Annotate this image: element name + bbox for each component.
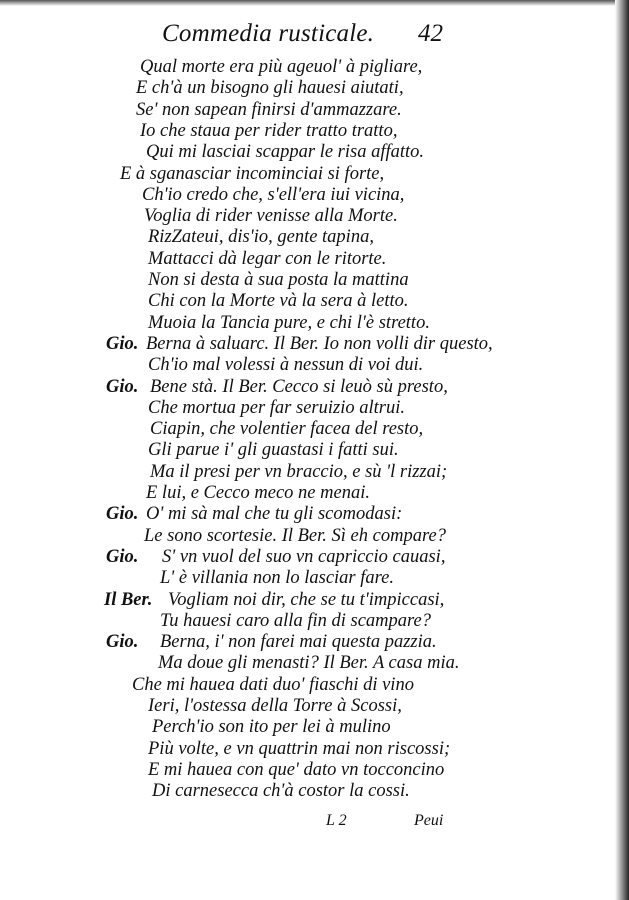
running-title: Commedia rusticale. bbox=[162, 20, 375, 47]
verse-line: Berna à saluarc. Il Ber. Io non volli dir questo, bbox=[146, 334, 493, 354]
verse-line: E lui, e Cecco meco ne menai. bbox=[146, 483, 370, 503]
catchword: Peui bbox=[414, 812, 444, 829]
verse-line: O' mi sà mal che tu gli scomodasi: bbox=[146, 504, 403, 524]
signature-mark: L 2 bbox=[326, 812, 347, 829]
verse-line: Berna, i' non farei mai questa pazzia. bbox=[160, 632, 437, 652]
speaker-label: Gio. bbox=[106, 547, 139, 567]
verse-line: Di carnesecca ch'à costor la cossi. bbox=[152, 781, 410, 801]
speaker-label: Gio. bbox=[106, 504, 139, 524]
verse-line: Bene stà. Il Ber. Cecco si leuò sù presto, bbox=[150, 377, 448, 397]
verse-line: Muoia la Tancia pure, e chi l'è stretto. bbox=[148, 313, 430, 333]
verse-line: Ciapin, che volentier facea del resto, bbox=[150, 419, 424, 439]
verse-line: Le sono scortesie. Il Ber. Sì eh compare? bbox=[144, 526, 446, 546]
verse-line: Che mortua per far seruizio altrui. bbox=[148, 398, 405, 418]
verse-line: E ch'à un bisogno gli hauesi aiutati, bbox=[136, 78, 404, 98]
verse-line: Ma il presi per vn braccio, e sù 'l rizzai; bbox=[150, 462, 448, 482]
verse-line: Che mi hauea dati duo' fiaschi di vino bbox=[132, 675, 414, 695]
verse-line: Chi con la Morte và la sera à letto. bbox=[148, 291, 409, 311]
verse-line: Se' non sapean finirsi d'ammazzare. bbox=[136, 100, 402, 120]
verse-line: Ieri, l'ostessa della Torre à Scossi, bbox=[148, 696, 402, 716]
verse-line: E à sganasciar incominciai si forte, bbox=[120, 164, 385, 184]
verse-line: RizZateui, dis'io, gente tapina, bbox=[148, 227, 374, 247]
verse-line: Più volte, e vn quattrin mai non riscossi; bbox=[148, 739, 451, 759]
verse-line: Ch'io mal volessi à nessun di voi dui. bbox=[148, 355, 424, 375]
verse-line: Ma doue gli menasti? Il Ber. A casa mia. bbox=[158, 653, 460, 673]
speaker-label: Gio. bbox=[106, 334, 139, 354]
speaker-label: Gio. bbox=[106, 632, 139, 652]
verse-line: L' è villania non lo lasciar fare. bbox=[160, 568, 394, 588]
verse-line: Ch'io credo che, s'ell'era iui vicina, bbox=[142, 185, 405, 205]
page-top-shadow bbox=[0, 0, 629, 6]
verse-line: Mattacci dà legar con le ritorte. bbox=[148, 249, 387, 269]
verse-line: S' vn vuol del suo vn capriccio cauasi, bbox=[162, 547, 446, 567]
verse-line: Voglia di rider venisse alla Morte. bbox=[144, 206, 398, 226]
verse-line: Qual morte era più ageuol' à pigliare, bbox=[140, 57, 423, 77]
verse-line: Qui mi lasciai scappar le risa affatto. bbox=[146, 142, 425, 162]
verse-line: Tu hauesi caro alla fin di scampare? bbox=[160, 611, 431, 631]
page-right-edge-shadow bbox=[615, 0, 629, 900]
speaker-label: Il Ber. bbox=[104, 590, 153, 610]
speaker-label: Gio. bbox=[106, 377, 139, 397]
verse-line: Io che staua per rider tratto tratto, bbox=[140, 121, 398, 141]
verse-line: Non si desta à sua posta la mattina bbox=[148, 270, 409, 290]
page-number: 42 bbox=[418, 20, 443, 47]
verse-line: Gli parue i' gli guastasi i fatti sui. bbox=[148, 440, 399, 460]
verse-line: Perch'io son ito per lei à mulino bbox=[152, 717, 391, 737]
verse-line: Vogliam noi dir, che se tu t'impiccasi, bbox=[168, 590, 445, 610]
verse-line: E mi hauea con que' dato vn tocconcino bbox=[148, 760, 445, 780]
